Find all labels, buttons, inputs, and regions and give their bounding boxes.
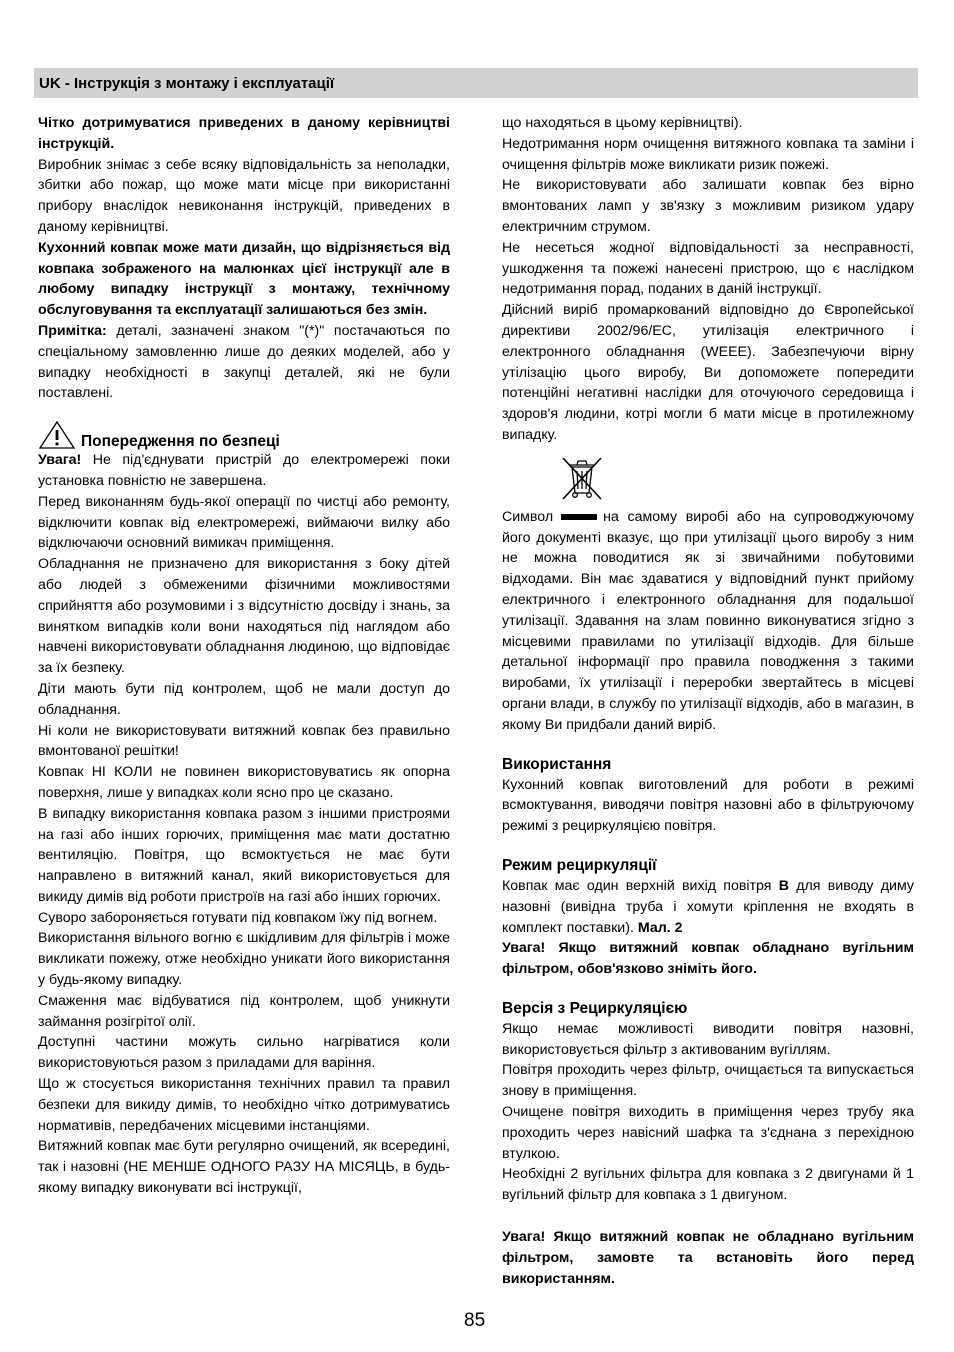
recirc-text-2: для виводу диму назовні (вивідна труба і хомути кріплення не входять в комплект поставки). <box>502 877 914 936</box>
spacer <box>502 1206 914 1227</box>
safety-item: Не несеться жодної відповідальності за несправності, ушкодження та пожежі нанесені пристрою, що є наслідком недотримання порад, поданих в даній інструкції. <box>502 239 914 298</box>
symbol-paragraph <box>502 507 914 736</box>
left-column <box>38 113 450 1199</box>
safety-item: Не використовувати або залишати ковпак без вірно вмонтованих ламп у зв'язку з можливим ризиком удару електричним струмом. <box>502 177 914 235</box>
safety-item: Недотримання норм очищення витяжного ковпака та заміни і очищення фільтрів може викликати ризик пожежі. <box>502 135 914 173</box>
safety-item: Суворо забороняється готувати під ковпаком їжу під вогнем. <box>38 909 438 926</box>
version-paragraph: Необхідні 2 вугільних фільтра для ковпака з 2 двигунами й 1 вугільний фільтр для ковпака з 1 двигуном. <box>502 1166 914 1204</box>
crossed-out-bin-icon <box>560 455 604 501</box>
warning-triangle-icon <box>38 420 76 450</box>
section-header-bar <box>34 68 918 98</box>
recirc-figure-ref: Мал. 2 <box>637 919 683 936</box>
symbol-before: Символ <box>502 508 554 525</box>
section-title: UK - Інструкція з монтажу і експлуатації <box>39 75 335 92</box>
attention-paragraph <box>38 450 450 492</box>
safety-item: Обладнання не призначено для використання з боку дітей або людей з обмеженими фізичними можливостями сприйняття або розумовими і з відсутністю досвіду і знань, за винятком випадків коли вони находяться під наглядом або навчені використовувати обладнання людиною, що відповідає за їх безпеку. <box>38 556 450 677</box>
safety-item: що находяться в цьому керівництві). <box>502 115 743 131</box>
recirculation-paragraph <box>502 876 914 938</box>
attention-label: Увага! <box>38 452 82 469</box>
use-heading: Використання <box>502 755 612 773</box>
safety-item: Ковпак НІ КОЛИ не повинен використовуватись як опорна поверхня, лише у випадках коли ясно про це сказано. <box>38 764 450 801</box>
use-paragraph: Кухонний ковпак виготовлений для роботи в режимі всмоктування, виводячи повітря назовні або в фільтруючому режимі з рециркуляцією повітря. <box>502 776 914 835</box>
version-paragraph: Повітря проходить через фільтр, очищається та випускається знову в приміщення. <box>502 1062 914 1100</box>
black-bar-symbol <box>561 514 597 520</box>
note-paragraph <box>38 321 450 404</box>
note-text: деталі, зазначені знаком "(*)" постачаються по спеціальному замовленню лише до деяких моделей, або у випадку необхідності в закупці деталей, які не були поставлені. <box>38 322 450 402</box>
liability-paragraph: Виробник знімає з себе всяку відповідальність за неполадки, збитки або пожар, що може мати місце при використанні прибору внаслідок невиконання інструкцій, приведених в даному керівництві. <box>38 156 450 235</box>
note-label: Примітка: <box>38 322 107 339</box>
safety-item: Перед виконанням будь-якої операції по чистці або ремонту, відключити ковпак від електромережі, виймаючи вилку або відключаючи основний вимикач приміщення. <box>38 493 450 552</box>
design-note-paragraph: Кухонний ковпак може мати дизайн, що відрізняється від ковпака зображеного на малюнках цієї інструкції але в любому випадку інструкції з монтажу, технічному обслуговування та експлуатації залишаються без змін. <box>38 239 450 319</box>
safety-item: Доступні частини можуть сильно нагріватися коли використовуються разом з приладами для варіння. <box>38 1034 450 1072</box>
final-warning: Увага! Якщо витяжний ковпак не обладнано вугільним фільтром, замовте та встановіть його перед використанням. <box>502 1229 914 1287</box>
safety-heading-row <box>38 420 450 450</box>
recirculation-heading: Режим рециркуляції <box>502 856 657 874</box>
safety-item: Що ж стосується використання технічних правил та правил безпеки для викиду димів, то необхідно чітко дотримуватись нормативів, передбачених місцевими інстанціями. <box>38 1076 450 1134</box>
safety-item: Використання вільного вогню є шкідливим для фільтрів і може викликати пожежу, отже необхідно уникати його використання у будь-якому випадку. <box>38 930 450 989</box>
version-paragraph: Якщо немає можливості виводити повітря назовні, використовується фільтр з активованим вугіллям. <box>502 1020 914 1058</box>
safety-item: Ні коли не використовувати витяжний ковпак без правильно вмонтованої решітки! <box>38 722 450 760</box>
safety-heading: Попередження по безпеці <box>81 433 280 451</box>
attention-text: Не під'єднувати пристрій до електромережі поки установка повністю не завершена. <box>38 452 450 489</box>
recirc-outlet-label: B <box>778 877 789 894</box>
intro-instruction: Чітко дотримуватися приведених в даному керівництві інструкцій. <box>38 115 450 152</box>
version-heading: Версія з Рециркуляцією <box>502 999 688 1017</box>
safety-item: В випадку використання ковпака разом з іншими пристроями на газі або інших горючих, приміщення має мати достатню вентиляцію. Повітря, що всмоктується не має бути направлено в витяжний канал, який використовується для викиду димів від роботи пристроїв на газі або інших горючих. <box>38 805 450 905</box>
weee-paragraph: Дійсний виріб промаркований відповідно до Європейської директиви 2002/96/EC, утилізація електричного і електронного обладнання (WEEE). Забезпечуючи вірну утілізацію цього виробу, Ви допоможете попередити потенційні негативні наслідки для оточуючого середовища і здоров'я людини, котрі могли б мати місце в протилежному випадку. <box>502 302 914 443</box>
safety-item: Смаження має відбуватися під контролем, щоб уникнути займання розігрітої олії. <box>38 992 450 1030</box>
recirc-text-1: Ковпак має один верхній вихід повітря <box>502 877 779 894</box>
page-number: 85 <box>464 1310 486 1331</box>
symbol-after: на самому виробі або на супроводжуючому його документі вказує, що при утилізації цього виробу з ним не можна поводитися як зі звичайними побутовими відходами. Він має здаватися у відповідний пункт прийому електричного і електронного обладнання для подальшої утилізації. Здавання на злам повинно виконуватися згідно з місцевими правилами по утилізації відходів. Для більше детальної інформації про правила поводження з такими виробами, їх утилізації і переробки звертайтесь в місцеві органи влади, в службу по утилізації відходів, або в магазин, в якому Ви придбали даний виріб. <box>502 508 914 733</box>
safety-item: Діти мають бути під контролем, щоб не мали доступ до обладнання. <box>38 680 450 718</box>
right-column <box>502 113 914 1289</box>
recirculation-warning: Увага! Якщо витяжний ковпак обладнано вугільним фільтром, обов'язково зніміть його. <box>502 940 914 978</box>
version-paragraph: Очищене повітря виходить в приміщення через трубу яка проходить через навісний шафка та з'єднана з перехідною втулкою. <box>502 1104 914 1162</box>
safety-item: Витяжний ковпак має бути регулярно очищений, як всередині, так і назовні (НЕ МЕНШЕ ОДНОГО РАЗУ НА МІСЯЦЬ, в будь-якому випадку виконувати всі інструкції, <box>38 1138 450 1197</box>
